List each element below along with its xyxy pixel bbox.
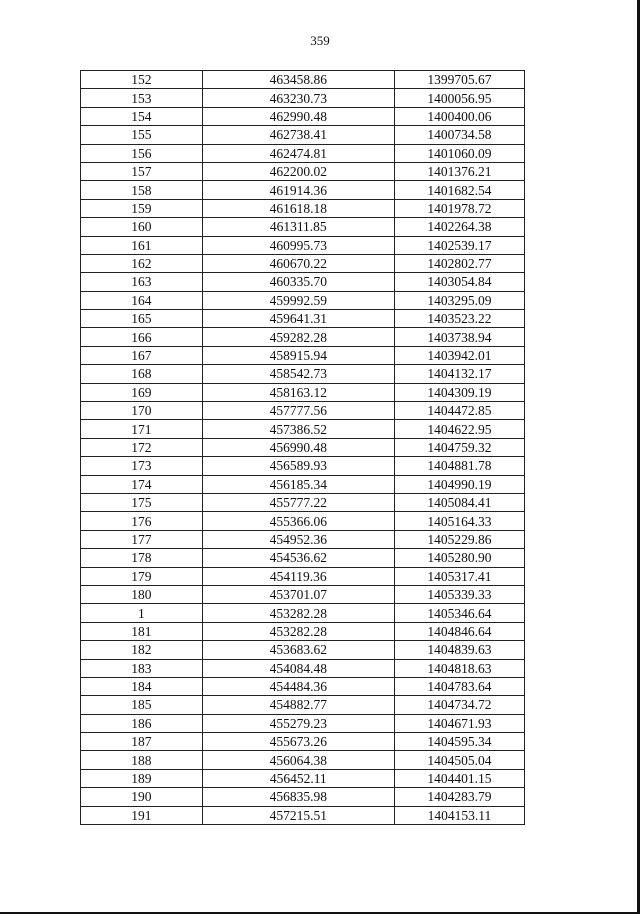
table-row (81, 585, 525, 603)
point-number-cell: 178 (81, 549, 203, 567)
y-coordinate-cell: 1404881.78 (394, 457, 524, 475)
y-coordinate-cell: 1404734.72 (394, 696, 524, 714)
point-number-cell: 170 (81, 402, 203, 420)
point-number-cell: 173 (81, 457, 203, 475)
point-number-cell: 185 (81, 696, 203, 714)
point-number-cell: 180 (81, 585, 203, 603)
y-coordinate-cell: 1402539.17 (394, 236, 524, 254)
x-coordinate-cell: 461914.36 (202, 181, 394, 199)
table-row (81, 438, 525, 456)
table-row (81, 273, 525, 291)
x-coordinate-cell: 460335.70 (202, 273, 394, 291)
y-coordinate-cell: 1404309.19 (394, 383, 524, 401)
table-row (81, 714, 525, 732)
x-coordinate-cell: 459641.31 (202, 310, 394, 328)
point-number-cell: 164 (81, 291, 203, 309)
table-row (81, 126, 525, 144)
x-coordinate-cell: 454536.62 (202, 549, 394, 567)
point-number-cell: 153 (81, 89, 203, 107)
x-coordinate-cell: 456064.38 (202, 751, 394, 769)
table-row (81, 622, 525, 640)
x-coordinate-cell: 461618.18 (202, 199, 394, 217)
x-coordinate-cell: 455366.06 (202, 512, 394, 530)
point-number-cell: 159 (81, 199, 203, 217)
point-number-cell: 184 (81, 677, 203, 695)
point-number-cell: 177 (81, 530, 203, 548)
table-row (81, 641, 525, 659)
point-number-cell: 171 (81, 420, 203, 438)
point-number-cell: 191 (81, 806, 203, 824)
y-coordinate-cell: 1405164.33 (394, 512, 524, 530)
y-coordinate-cell: 1403942.01 (394, 346, 524, 364)
x-coordinate-cell: 454119.36 (202, 567, 394, 585)
table-row (81, 806, 525, 824)
y-coordinate-cell: 1405317.41 (394, 567, 524, 585)
x-coordinate-cell: 462990.48 (202, 107, 394, 125)
table-row (81, 328, 525, 346)
coordinates-table-body (81, 71, 525, 825)
table-row (81, 549, 525, 567)
x-coordinate-cell: 457777.56 (202, 402, 394, 420)
x-coordinate-cell: 456452.11 (202, 769, 394, 787)
table-row (81, 402, 525, 420)
y-coordinate-cell: 1404990.19 (394, 475, 524, 493)
table-row (81, 218, 525, 236)
table-row (81, 751, 525, 769)
y-coordinate-cell: 1404622.95 (394, 420, 524, 438)
x-coordinate-cell: 460995.73 (202, 236, 394, 254)
y-coordinate-cell: 1400734.58 (394, 126, 524, 144)
y-coordinate-cell: 1404595.34 (394, 733, 524, 751)
y-coordinate-cell: 1403295.09 (394, 291, 524, 309)
table-row (81, 677, 525, 695)
y-coordinate-cell: 1399705.67 (394, 71, 524, 89)
y-coordinate-cell: 1404472.85 (394, 402, 524, 420)
y-coordinate-cell: 1404132.17 (394, 365, 524, 383)
x-coordinate-cell: 453282.28 (202, 604, 394, 622)
table-row (81, 310, 525, 328)
point-number-cell: 179 (81, 567, 203, 585)
point-number-cell: 176 (81, 512, 203, 530)
x-coordinate-cell: 463458.86 (202, 71, 394, 89)
x-coordinate-cell: 461311.85 (202, 218, 394, 236)
x-coordinate-cell: 456990.48 (202, 438, 394, 456)
y-coordinate-cell: 1405346.64 (394, 604, 524, 622)
y-coordinate-cell: 1402802.77 (394, 254, 524, 272)
y-coordinate-cell: 1404283.79 (394, 788, 524, 806)
x-coordinate-cell: 463230.73 (202, 89, 394, 107)
x-coordinate-cell: 459282.28 (202, 328, 394, 346)
x-coordinate-cell: 462474.81 (202, 144, 394, 162)
table-row (81, 199, 525, 217)
y-coordinate-cell: 1405084.41 (394, 493, 524, 511)
y-coordinate-cell: 1404839.63 (394, 641, 524, 659)
x-coordinate-cell: 456835.98 (202, 788, 394, 806)
x-coordinate-cell: 458542.73 (202, 365, 394, 383)
table-row (81, 567, 525, 585)
table-row (81, 769, 525, 787)
point-number-cell: 186 (81, 714, 203, 732)
table-row (81, 530, 525, 548)
point-number-cell: 182 (81, 641, 203, 659)
y-coordinate-cell: 1400400.06 (394, 107, 524, 125)
point-number-cell: 172 (81, 438, 203, 456)
x-coordinate-cell: 458915.94 (202, 346, 394, 364)
x-coordinate-cell: 454882.77 (202, 696, 394, 714)
y-coordinate-cell: 1404153.11 (394, 806, 524, 824)
x-coordinate-cell: 462738.41 (202, 126, 394, 144)
x-coordinate-cell: 453683.62 (202, 641, 394, 659)
point-number-cell: 174 (81, 475, 203, 493)
x-coordinate-cell: 462200.02 (202, 162, 394, 180)
table-row (81, 604, 525, 622)
point-number-cell: 160 (81, 218, 203, 236)
table-row (81, 475, 525, 493)
x-coordinate-cell: 456185.34 (202, 475, 394, 493)
x-coordinate-cell: 455279.23 (202, 714, 394, 732)
point-number-cell: 187 (81, 733, 203, 751)
table-row (81, 696, 525, 714)
table-row (81, 733, 525, 751)
page-number: 359 (310, 33, 330, 48)
point-number-cell: 162 (81, 254, 203, 272)
table-row (81, 493, 525, 511)
x-coordinate-cell: 453701.07 (202, 585, 394, 603)
point-number-cell: 158 (81, 181, 203, 199)
table-row (81, 457, 525, 475)
table-row (81, 365, 525, 383)
x-coordinate-cell: 454084.48 (202, 659, 394, 677)
table-row (81, 236, 525, 254)
y-coordinate-cell: 1401978.72 (394, 199, 524, 217)
table-row (81, 383, 525, 401)
table-row (81, 291, 525, 309)
point-number-cell: 163 (81, 273, 203, 291)
point-number-cell: 188 (81, 751, 203, 769)
y-coordinate-cell: 1405229.86 (394, 530, 524, 548)
table-row (81, 254, 525, 272)
y-coordinate-cell: 1404783.64 (394, 677, 524, 695)
y-coordinate-cell: 1400056.95 (394, 89, 524, 107)
y-coordinate-cell: 1405339.33 (394, 585, 524, 603)
x-coordinate-cell: 455777.22 (202, 493, 394, 511)
x-coordinate-cell: 458163.12 (202, 383, 394, 401)
table-row (81, 107, 525, 125)
y-coordinate-cell: 1404401.15 (394, 769, 524, 787)
y-coordinate-cell: 1403054.84 (394, 273, 524, 291)
table-row (81, 144, 525, 162)
y-coordinate-cell: 1403523.22 (394, 310, 524, 328)
x-coordinate-cell: 457386.52 (202, 420, 394, 438)
point-number-cell: 157 (81, 162, 203, 180)
table-row (81, 512, 525, 530)
table-row (81, 788, 525, 806)
point-number-cell: 175 (81, 493, 203, 511)
y-coordinate-cell: 1401060.09 (394, 144, 524, 162)
point-number-cell: 168 (81, 365, 203, 383)
table-row (81, 89, 525, 107)
table-row (81, 162, 525, 180)
table-row (81, 346, 525, 364)
x-coordinate-cell: 460670.22 (202, 254, 394, 272)
x-coordinate-cell: 454952.36 (202, 530, 394, 548)
y-coordinate-cell: 1404818.63 (394, 659, 524, 677)
x-coordinate-cell: 455673.26 (202, 733, 394, 751)
y-coordinate-cell: 1404671.93 (394, 714, 524, 732)
table-row (81, 71, 525, 89)
x-coordinate-cell: 456589.93 (202, 457, 394, 475)
x-coordinate-cell: 459992.59 (202, 291, 394, 309)
table-row (81, 181, 525, 199)
y-coordinate-cell: 1402264.38 (394, 218, 524, 236)
point-number-cell: 169 (81, 383, 203, 401)
y-coordinate-cell: 1405280.90 (394, 549, 524, 567)
table-row (81, 420, 525, 438)
point-number-cell: 167 (81, 346, 203, 364)
y-coordinate-cell: 1401376.21 (394, 162, 524, 180)
y-coordinate-cell: 1404505.04 (394, 751, 524, 769)
x-coordinate-cell: 453282.28 (202, 622, 394, 640)
table-row (81, 659, 525, 677)
point-number-cell: 152 (81, 71, 203, 89)
point-number-cell: 1 (81, 604, 203, 622)
point-number-cell: 189 (81, 769, 203, 787)
point-number-cell: 183 (81, 659, 203, 677)
point-number-cell: 166 (81, 328, 203, 346)
point-number-cell: 155 (81, 126, 203, 144)
point-number-cell: 181 (81, 622, 203, 640)
x-coordinate-cell: 454484.36 (202, 677, 394, 695)
y-coordinate-cell: 1404759.32 (394, 438, 524, 456)
point-number-cell: 156 (81, 144, 203, 162)
point-number-cell: 154 (81, 107, 203, 125)
point-number-cell: 165 (81, 310, 203, 328)
x-coordinate-cell: 457215.51 (202, 806, 394, 824)
point-number-cell: 161 (81, 236, 203, 254)
coordinates-table (80, 70, 525, 825)
y-coordinate-cell: 1403738.94 (394, 328, 524, 346)
point-number-cell: 190 (81, 788, 203, 806)
y-coordinate-cell: 1404846.64 (394, 622, 524, 640)
y-coordinate-cell: 1401682.54 (394, 181, 524, 199)
